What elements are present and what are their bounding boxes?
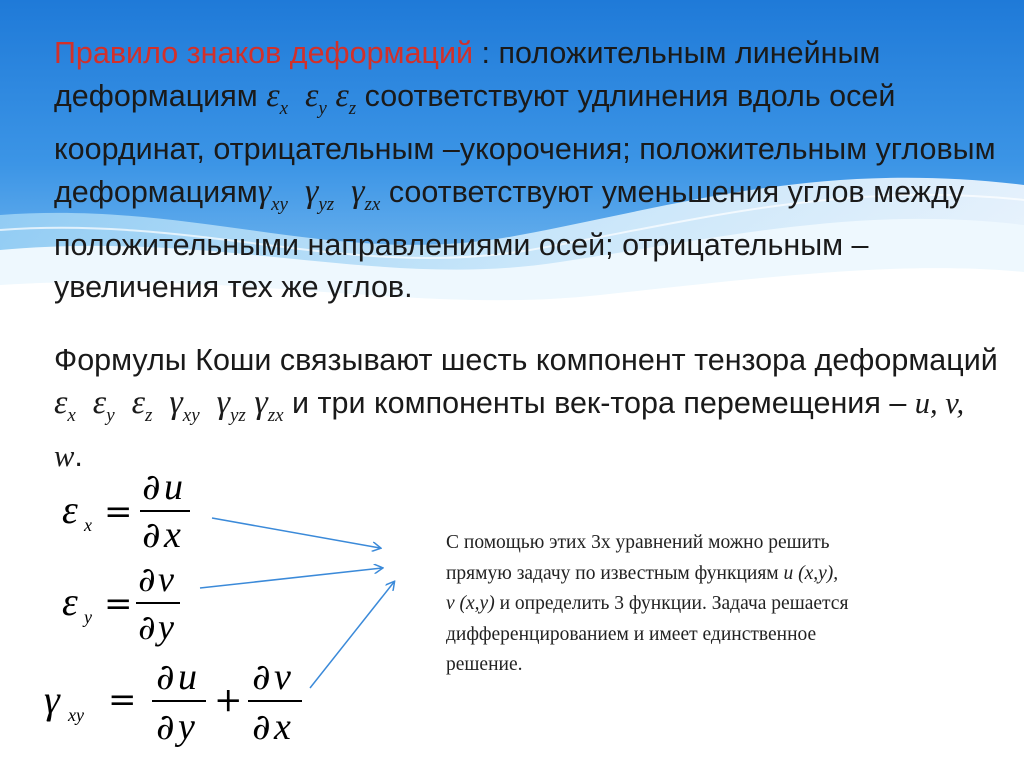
gamma-xy-symbol: γ — [257, 172, 272, 210]
gamma-zx-symbol: γ — [351, 172, 365, 210]
epsilon-z-symbol: ε — [131, 383, 145, 421]
subscript-xy: xy — [182, 404, 200, 426]
cauchy-text-b: и три компоненты век-тора перемещения – — [283, 385, 915, 420]
subscript-y: y — [106, 404, 115, 426]
formula3-denominator2: x — [274, 706, 291, 748]
subscript-x: x — [279, 97, 289, 119]
formula3-partial-den2: ∂ — [252, 707, 271, 748]
side-note-line1: С помощью этих 3х уравнений можно решить — [446, 532, 830, 553]
formula2-epsilon: ε — [62, 579, 78, 624]
formula3-denominator1: y — [178, 706, 195, 748]
sign-rule-text-b: соответствуют удлинения вдоль осей координат, отрицательным –укорочения; положительным угловым деформациям — [54, 78, 996, 209]
side-note-line3-text: и определить 3 функции. Задача решается — [494, 593, 849, 614]
formula2-partial-den: ∂ — [138, 608, 156, 648]
subscript-z: z — [348, 97, 357, 119]
displacement-vars: u, v, w — [54, 385, 965, 473]
gamma-zx-symbol: γ — [254, 383, 268, 421]
side-note-function-u: u (x,y), — [783, 562, 839, 584]
epsilon-x-symbol: ε — [266, 76, 280, 114]
subscript-x: x — [67, 404, 76, 426]
sign-rule-title: Правило знаков деформаций — [54, 36, 474, 70]
formula1-sub: x — [84, 515, 92, 535]
gamma-xy-symbol: γ — [169, 383, 183, 421]
subscript-z: z — [145, 404, 153, 426]
formula2-equals: = — [104, 584, 133, 624]
formula3-partial-num2: ∂ — [252, 657, 271, 698]
formula1-numerator: u — [164, 466, 183, 508]
formula3-partial-num1: ∂ — [156, 657, 175, 698]
formula3-numerator1: u — [178, 656, 197, 698]
formula2-partial-num: ∂ — [138, 560, 156, 600]
gamma-yz-symbol: γ — [304, 172, 319, 210]
formula1-partial-den: ∂ — [142, 515, 161, 556]
subscript-zx: zx — [267, 404, 284, 426]
formula-epsilon-x — [62, 466, 190, 556]
formula3-plus: + — [214, 680, 243, 720]
side-note-line5: решение. — [446, 654, 523, 675]
formula3-sub: xy — [68, 705, 84, 725]
subscript-xy: xy — [271, 193, 288, 215]
subscript-zx: zx — [364, 193, 381, 215]
subscript-yz: yz — [230, 404, 246, 426]
formula2-sub: y — [84, 607, 92, 627]
sign-rule-text-c: соответствуют уменьшения углов между положительными направлениями осей; отрицательным – увеличения тех же углов. — [54, 174, 965, 304]
cauchy-end: . — [74, 439, 83, 473]
side-note-line2-text: прямую задачу по известным функциям — [446, 562, 784, 584]
sign-rule-paragraph — [54, 33, 999, 308]
sign-rule-text-a: : положительным линейным деформациям — [54, 36, 881, 113]
cauchy-text-a: Формулы Коши связывают шесть компонент тензора деформаций — [54, 343, 998, 377]
side-note — [446, 528, 1006, 681]
side-note-function-v: v (x,y) — [446, 593, 495, 614]
epsilon-y-symbol: ε — [304, 76, 319, 114]
epsilon-x-symbol: ε — [54, 383, 68, 421]
formula1-denominator: x — [164, 514, 181, 556]
formula3-partial-den1: ∂ — [156, 707, 175, 748]
side-note-line2 — [446, 559, 1006, 590]
formula2-numerator: v — [158, 559, 174, 599]
subscript-y: y — [318, 97, 327, 119]
formula3-numerator2: v — [274, 656, 291, 698]
formula3-equals: = — [108, 680, 137, 720]
formula2-denominator: y — [158, 607, 174, 647]
formula1-equals: = — [104, 492, 133, 532]
subscript-yz: yz — [318, 193, 335, 215]
epsilon-z-symbol: ε — [335, 76, 349, 114]
formula3-gamma: γ — [44, 677, 60, 722]
side-note-line4: дифференцированием и имеет единственное — [446, 623, 817, 645]
formula-epsilon-y — [62, 559, 180, 648]
formula1-partial-num: ∂ — [142, 467, 161, 508]
epsilon-y-symbol: ε — [92, 383, 107, 421]
side-note-line3 — [446, 589, 1006, 620]
formula1-epsilon: ε — [62, 487, 78, 532]
formula-gamma-xy — [44, 656, 302, 748]
cauchy-formulas — [0, 455, 440, 767]
gamma-yz-symbol: γ — [216, 383, 230, 421]
